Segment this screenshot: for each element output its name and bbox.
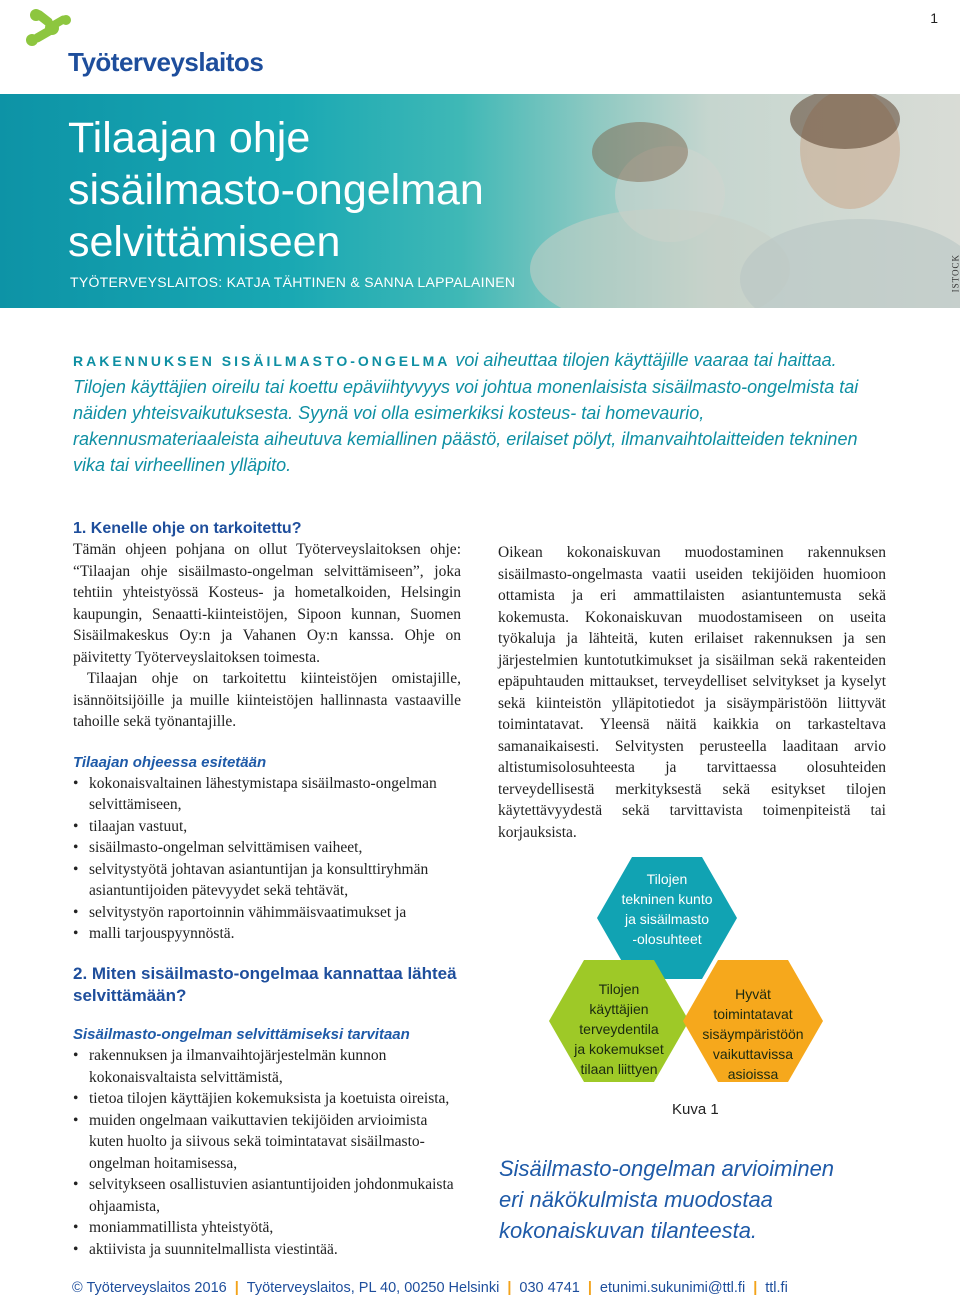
hex-left-line: käyttäjien bbox=[589, 1001, 649, 1017]
hex-left-line: terveydentila bbox=[579, 1021, 659, 1037]
section-2-subheading: Sisäilmasto-ongelman selvittämiseksi tarvitaan bbox=[73, 1026, 410, 1043]
list-item: • moniammatillista yhteistyötä, bbox=[73, 1217, 461, 1239]
section-1-para-1: Tämän ohjeen pohjana on ollut Työterveyslaitoksen ohje: “Tilaajan ohje sisäilmasto-ongelman selvittämiseen”, joka tehtiin yhteistyössä Kosteus- ja hometalkoiden, Helsingin kaupungin, Senaatti-kiinteistöjen, Sipoon kunnan, Suomen Sisäilmakeskus Oy:n ja Vahanen Oy:n kanssa. Ohje on päivitetty Työterveyslaitoksen toimesta. bbox=[73, 541, 461, 666]
intro-text: voi aiheuttaa tilojen käyttäjille vaaraa tai haittaa. Tilojen käyttäjien oireilu tai koettu epäviihtyvyys voi johtua monenlaisista sisäilmasto-ongelmista tai näiden yhteisvaikutuksesta. Syynä voi olla esimerkiksi kosteus- tai homevaurio, rakennusmateriaaleista aiheutuva kemiallinen päästö, erilaiset pölyt, ilmanvaihtolaitteiden tekninen vika tai virheellinen ylläpito. bbox=[73, 350, 859, 475]
pull-quote: Sisäilmasto-ongelman arvioiminen eri näkökulmista muodostaa kokonaiskuvan tilanteesta. bbox=[499, 1156, 835, 1243]
hex-right-line: vaikuttavissa bbox=[712, 1046, 794, 1062]
section-1-list bbox=[73, 773, 461, 945]
list-item: • aktiivista ja suunnitelmallista viestintää. bbox=[73, 1239, 461, 1261]
hex-right-line: Hyvät bbox=[735, 986, 771, 1002]
hex-top-line: ja sisäilmasto bbox=[624, 911, 710, 927]
list-item: • tietoa tilojen käyttäjien kokemuksista ja koetuista oireista, bbox=[73, 1088, 461, 1110]
hex-left-line: Tilojen bbox=[598, 981, 640, 997]
hex-top-line: Tilojen bbox=[646, 871, 688, 887]
hex-left-line: ja kokemukset bbox=[574, 1041, 664, 1057]
section-2 bbox=[73, 963, 461, 1260]
hex-top-line: tekninen kunto bbox=[621, 891, 713, 907]
list-item: • selvitykseen osallistuvien asiantuntijoiden johdonmukaista ohjaamista, bbox=[73, 1174, 461, 1217]
list-item: • sisäilmasto-ongelman selvittämisen vaiheet, bbox=[73, 837, 461, 859]
hex-right-line: sisäympäristöön bbox=[702, 1026, 804, 1042]
hex-right-line: toimintatavat bbox=[713, 1006, 793, 1022]
section-2-heading: 2. Miten sisäilmasto-ongelmaa kannattaa lähteä selvittämään? bbox=[73, 964, 457, 1005]
section-1-para-2: Tilaajan ohje on tarkoitettu kiinteistöjen omistajille, isännöitsijöille ja muille kiinteistöjen hallinnasta vastaaville tahoille sekä työnantajille. bbox=[73, 670, 461, 730]
list-item: • tilaajan vastuut, bbox=[73, 816, 461, 838]
hex-left-line: tilaan liittyen bbox=[580, 1061, 658, 1077]
section-1 bbox=[73, 518, 461, 945]
hero-banner bbox=[0, 94, 960, 308]
footer-website[interactable]: ttl.fi bbox=[765, 1280, 788, 1296]
logo-text: Työterveyslaitos bbox=[68, 47, 264, 77]
hex-top-line: -olosuhteet bbox=[632, 931, 702, 947]
list-item: • muiden ongelmaan vaikuttavien tekijöiden arvioimista kuten huolto ja siivous sekä toimintatavat sisäilmasto-ongelman hoitamisessa, bbox=[73, 1110, 461, 1175]
footer: © Työterveyslaitos 2016 | Työterveyslaitos, PL 40, 00250 Helsinki | 030 4741 | etunimi.sukunimi@ttl.fi | ttl.fi bbox=[72, 1280, 788, 1296]
intro-paragraph bbox=[73, 347, 893, 478]
list-item: • selvitystyön raportoinnin vähimmäisvaatimukset ja bbox=[73, 902, 461, 924]
right-column-para: Oikean kokonaiskuvan muodostaminen rakennuksen sisäilmasto-ongelmasta vaatii useiden tekijöiden huomioon ottamista ja eri ammattilaisten asiantuntemusta sekä kokemusta. Kokonaiskuvan muodostamiseen on useita työkaluja ja lähteitä, kuten erilaiset rakennuksen ja sen järjestelmien kuntotutkimukset ja sisäilman sekä rakenteiden epäpuhtauden mittaukset, terveydelliset selvitykset ja kyselyt sekä kiinteistön ylläpitotiedot ja sisäympäristöön liittyvät toimintatavat. Yleensä näitä kaikkia on tarkasteltava samanaikaisesti. Selvitysten perusteella laaditaan arvio altistumisolosuhteesta ja tarvittaessa olosuhteiden terveydellisestä merkityksestä sekä esitykset tilojen käytettävyydestä sekä tarvittavista toimenpiteistä tai korjauksista. bbox=[498, 544, 886, 841]
section-2-list bbox=[73, 1045, 461, 1260]
hex-right-line: asioissa bbox=[727, 1066, 779, 1082]
section-1-subheading: Tilaajan ohjeessa esitetään bbox=[73, 753, 267, 771]
page-title: Tilaajan ohje sisäilmasto-ongelman selvittämiseen bbox=[68, 114, 484, 266]
list-item: • malli tarjouspyynnöstä. bbox=[73, 923, 461, 945]
photo-credit: ISTOCK bbox=[950, 254, 960, 293]
page-number: 1 bbox=[930, 10, 938, 26]
section-1-heading: 1. Kenelle ohje on tarkoitettu? bbox=[73, 520, 302, 537]
authors: TYÖTERVEYSLAITOS: KATJA TÄHTINEN & SANNA LAPPALAINEN bbox=[70, 274, 516, 290]
footer-copyright: © Työterveyslaitos 2016 bbox=[72, 1280, 227, 1296]
list-item: • kokonaisvaltainen lähestymistapa sisäilmasto-ongelman selvittämiseen, bbox=[73, 773, 461, 816]
right-column bbox=[498, 542, 886, 843]
intro-lead: RAKENNUKSEN SISÄILMASTO-ONGELMA bbox=[73, 353, 451, 369]
footer-email[interactable]: etunimi.sukunimi@ttl.fi bbox=[599, 1280, 746, 1296]
list-item: • rakennuksen ja ilmanvaihtojärjestelmän kunnon kokonaisvaltaista selvittämistä, bbox=[73, 1045, 461, 1088]
footer-address: Työterveyslaitos, PL 40, 00250 Helsinki bbox=[246, 1280, 500, 1296]
figure-caption: Kuva 1 bbox=[672, 1101, 719, 1118]
hexagon-figure bbox=[548, 840, 848, 1120]
list-item: • selvitystyötä johtavan asiantuntijan ja konsulttiryhmän asiantuntijoiden pätevyydet sekä tehtävät, bbox=[73, 859, 461, 902]
footer-phone[interactable]: 030 4741 bbox=[519, 1280, 580, 1296]
